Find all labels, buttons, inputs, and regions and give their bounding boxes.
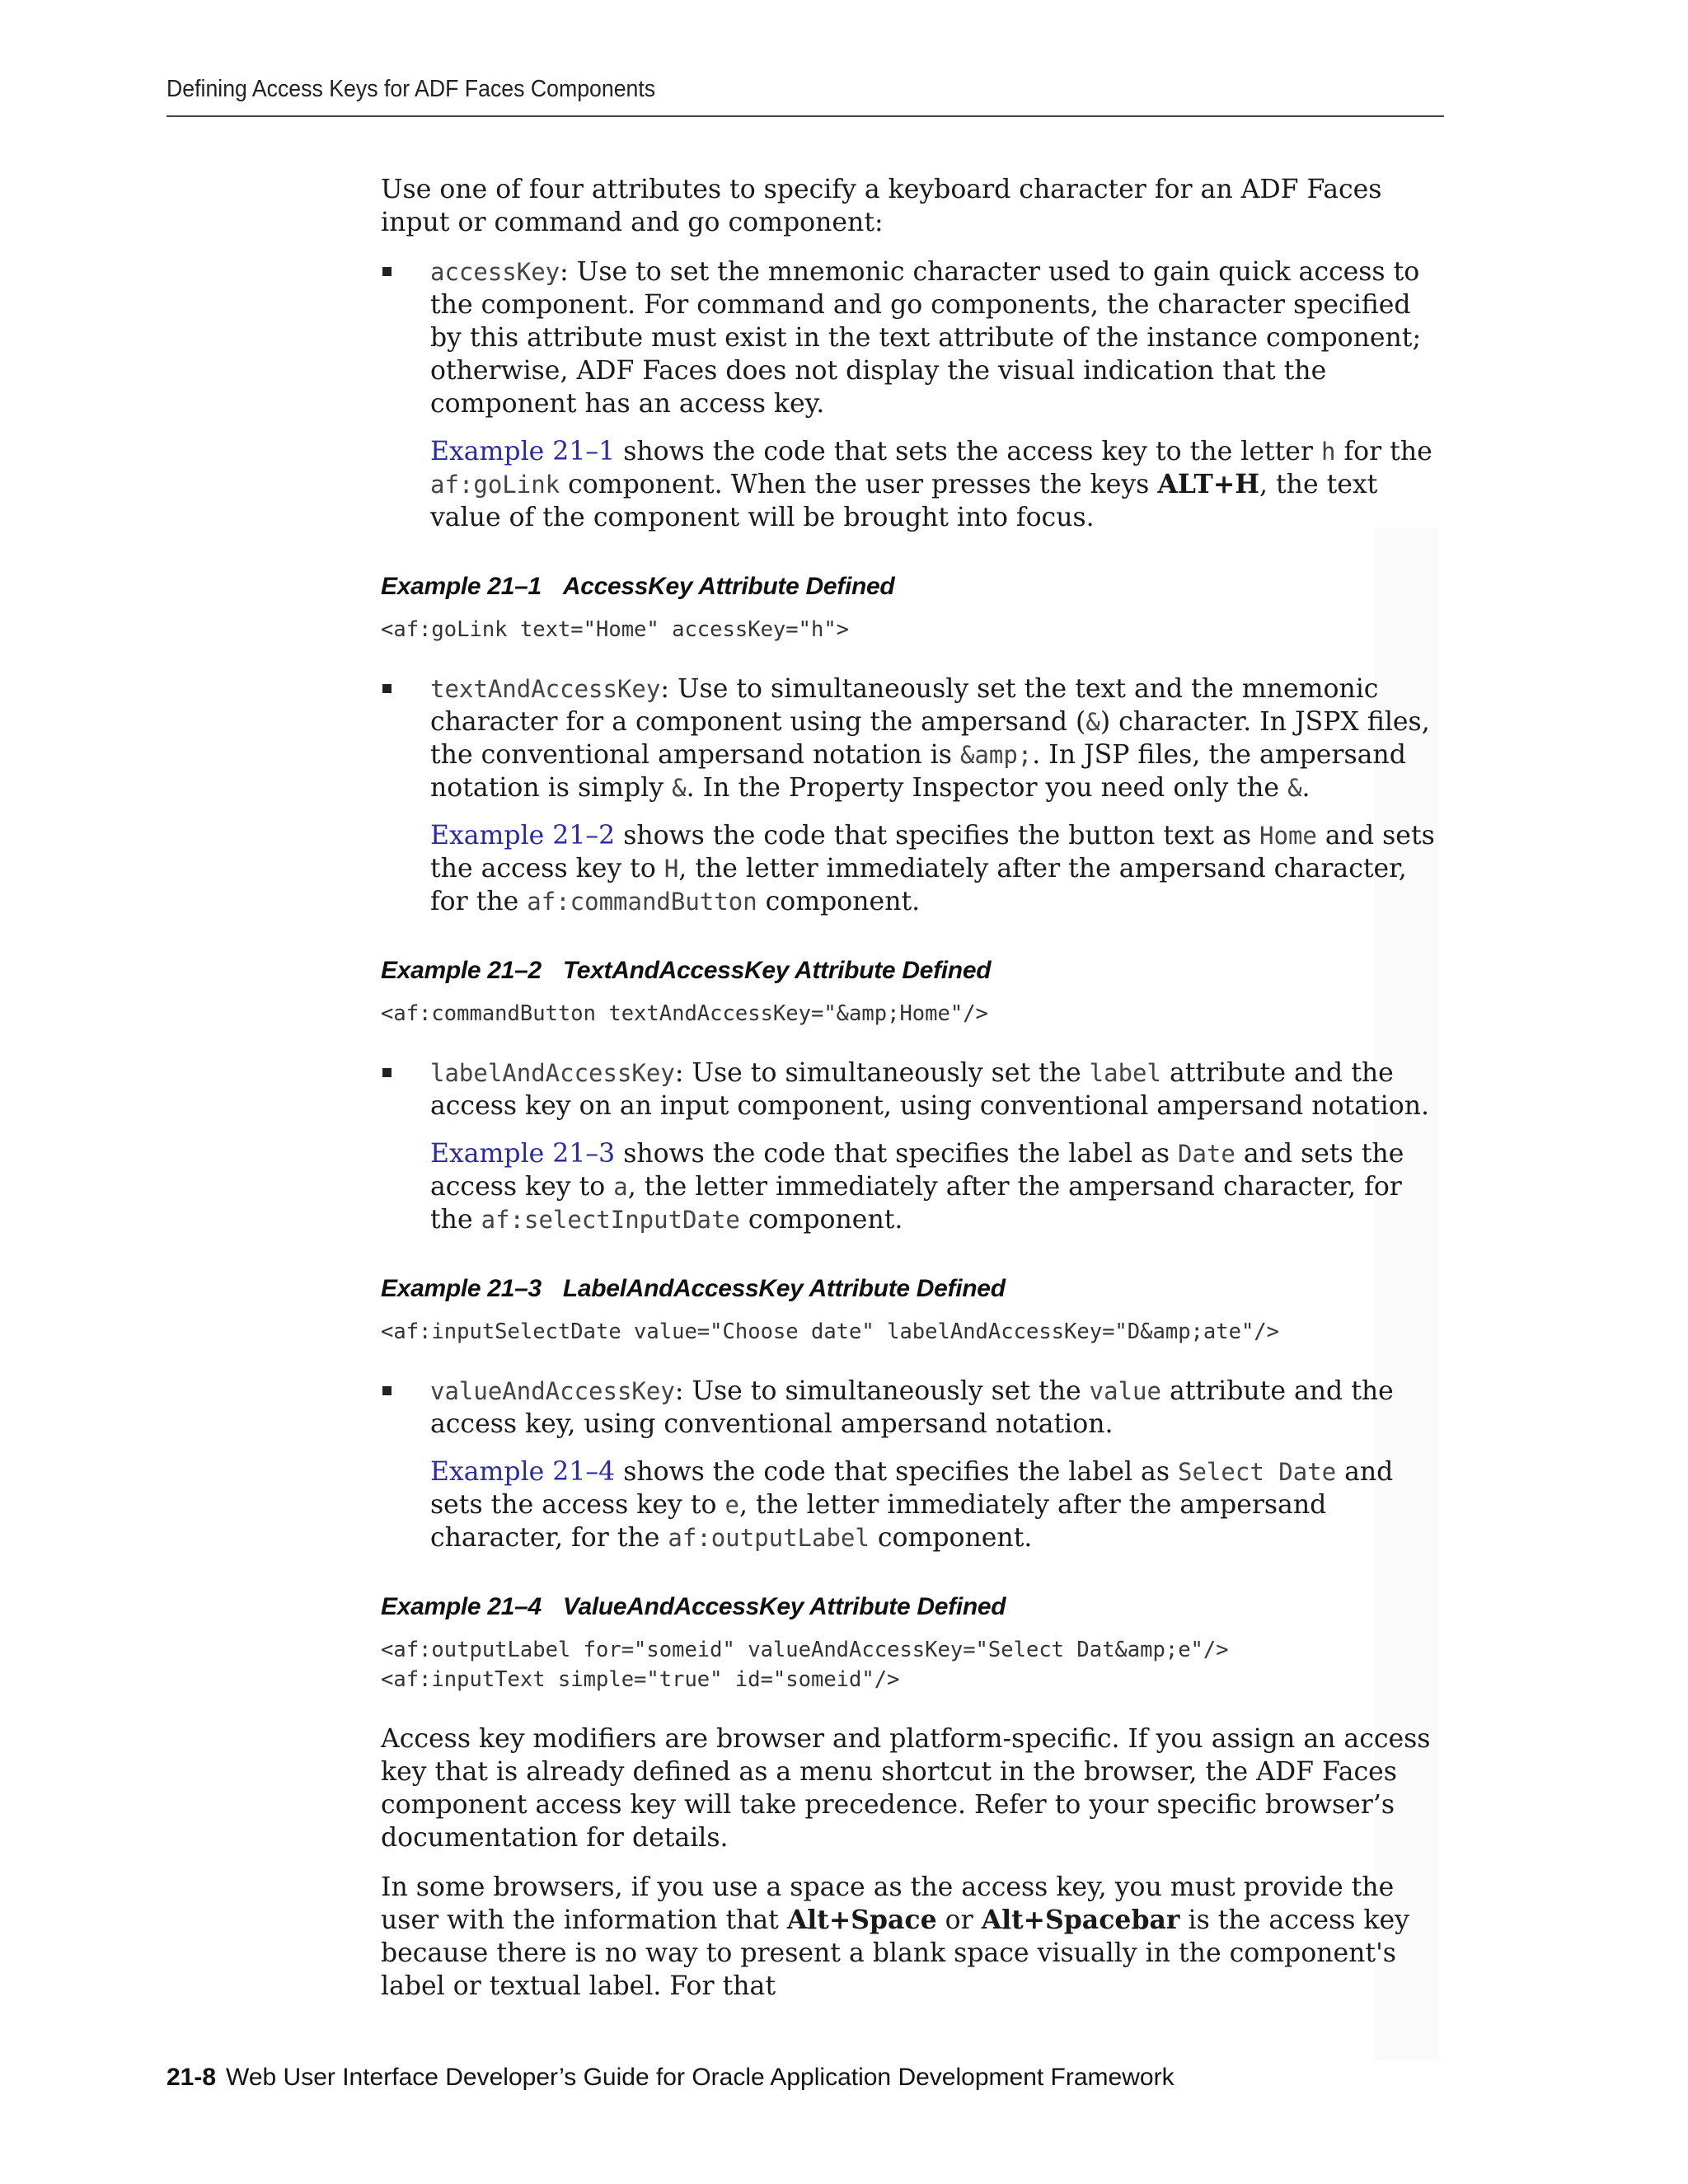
inline-code: &amp;: [959, 741, 1033, 769]
book-title: Web User Interface Developer’s Guide for Oracle Application Development Framework: [226, 2064, 1175, 2091]
inline-code: label: [1089, 1059, 1161, 1087]
text-run: . In JSP files, the ampersand notation is simply: [430, 740, 1406, 803]
inline-code: Home: [1259, 822, 1317, 850]
inline-code: Select Date: [1178, 1458, 1337, 1486]
attr-name: textAndAccessKey: [430, 675, 661, 703]
code-block: <af:goLink text="Home" accessKey="h">: [381, 617, 850, 642]
text-run: . In the Property Inspector you need only the: [686, 773, 1288, 803]
page-number: 21-8: [166, 2064, 217, 2091]
text-run: and sets the access key to: [430, 821, 1435, 883]
modifiers-paragraph: Access key modifiers are browser and platform-specific. If you assign an access key that is already defined as a menu shortcut in the browser, the ADF Faces component access key will take precedence. Refer to your specific browser’s documentation for details.: [381, 1724, 1431, 1853]
inline-code: &: [672, 774, 687, 802]
page-content: [381, 173, 1444, 2019]
bullet-icon: [382, 267, 392, 276]
list-item-accesskey: [381, 255, 1444, 420]
list-item-valueandaccesskey: [381, 1375, 1444, 1441]
example-reference-paragraph: [381, 819, 1444, 918]
example-caption: LabelAndAccessKey Attribute Defined: [562, 1275, 1006, 1302]
bullet-icon: [382, 684, 392, 693]
text-run: shows the code that specifies the label as: [615, 1457, 1179, 1487]
text-run: for the: [1335, 437, 1432, 466]
text-run: component.: [757, 887, 921, 916]
example-link[interactable]: Example 21–4: [430, 1457, 616, 1487]
text-run: component.: [739, 1205, 903, 1235]
text-run: ) character. In JSPX files, the conventional ampersand notation is: [430, 707, 1430, 770]
bullet-icon: [382, 1386, 392, 1395]
code-block: <af:outputLabel for="someid" valueAndAccessKey="Select Dat&amp;e"/> <af:inputText simple="true" id="someid"/>: [381, 1638, 1229, 1692]
text-run: and sets the access key to: [430, 1139, 1404, 1202]
key-combo: Alt+Spacebar: [981, 1905, 1180, 1935]
text-run: , the letter immediately after the ampersand character, for the: [430, 1172, 1402, 1235]
text-run: attribute and the access key on an input component, using conventional ampersand notation.: [430, 1058, 1429, 1121]
example-link[interactable]: Example 21–2: [430, 821, 616, 851]
example-number: Example 21–3: [381, 1275, 542, 1302]
attr-name: labelAndAccessKey: [430, 1059, 675, 1087]
inline-code: H: [663, 855, 679, 883]
text-run: .: [1301, 773, 1311, 803]
example-number: Example 21–2: [381, 957, 542, 984]
example-title: [381, 570, 1444, 603]
code-block: <af:commandButton textAndAccessKey="&amp;Home"/>: [381, 1001, 988, 1026]
example-number: Example 21–1: [381, 573, 542, 600]
running-header: [166, 76, 1444, 117]
header-title: Defining Access Keys for ADF Faces Components: [166, 76, 656, 102]
key-combo: ALT+H: [1157, 469, 1259, 499]
example-title: [381, 1591, 1444, 1624]
example-reference-paragraph: [381, 1455, 1444, 1554]
code-block: <af:inputSelectDate value="Choose date" labelAndAccessKey="D&amp;ate"/>: [381, 1319, 1280, 1344]
inline-code: af:selectInputDate: [481, 1206, 740, 1234]
inline-code: af:outputLabel: [668, 1524, 870, 1552]
inline-code: &: [1287, 774, 1302, 802]
attr-description: : Use to set the mnemonic character used to gain quick access to the component. For command and go components, the character specified by this attribute must exist in the text attribute of the instance component; otherwise, ADF Faces does not display the visual indication that the component has an access key.: [430, 257, 1422, 419]
inline-code: h: [1321, 438, 1336, 466]
text-run: and sets the access key to: [430, 1457, 1394, 1520]
inline-code: a: [613, 1173, 628, 1201]
intro-paragraph: Use one of four attributes to specify a keyboard character for an ADF Faces input or command and go component:: [381, 175, 1382, 237]
text-run: , the letter immediately after the ampersand character, for the: [430, 854, 1407, 916]
attr-name: valueAndAccessKey: [430, 1377, 675, 1405]
text-run: shows the code that sets the access key to the letter: [615, 437, 1321, 466]
inline-code: &: [1085, 708, 1100, 736]
inline-code: af:commandButton: [527, 888, 757, 916]
text-run: : Use to simultaneously set the: [674, 1058, 1090, 1088]
bullet-icon: [382, 1068, 392, 1077]
example-caption: TextAndAccessKey Attribute Defined: [562, 957, 992, 984]
example-link[interactable]: Example 21–1: [430, 437, 616, 466]
example-title: [381, 954, 1444, 987]
example-reference-paragraph: [381, 435, 1444, 534]
inline-code: af:goLink: [430, 471, 560, 499]
running-footer: [166, 2064, 1175, 2092]
example-number: Example 21–4: [381, 1593, 542, 1620]
text-run: : Use to simultaneously set the: [674, 1376, 1090, 1406]
example-reference-paragraph: [381, 1137, 1444, 1236]
example-title: [381, 1272, 1444, 1305]
inline-code: e: [724, 1491, 739, 1519]
inline-code: value: [1089, 1377, 1161, 1405]
example-caption: ValueAndAccessKey Attribute Defined: [562, 1593, 1006, 1620]
text-run: component. When the user presses the keys: [560, 470, 1158, 499]
text-run: , the text value of the component will be brought into focus.: [430, 470, 1378, 532]
attr-name: accessKey: [430, 258, 560, 286]
list-item-labelandaccesskey: [381, 1057, 1444, 1122]
text-run: is the access key because there is no way to present a blank space visually in the component's label or textual label. For that: [381, 1905, 1409, 2001]
list-item-textandaccesskey: [381, 673, 1444, 804]
key-combo: Alt+Space: [786, 1905, 937, 1935]
text-run: attribute and the access key, using conventional ampersand notation.: [430, 1376, 1394, 1439]
example-link[interactable]: Example 21–3: [430, 1139, 616, 1169]
text-run: or: [936, 1905, 982, 1935]
example-caption: AccessKey Attribute Defined: [562, 573, 895, 600]
inline-code: Date: [1178, 1140, 1236, 1168]
text-run: shows the code that specifies the button text as: [615, 821, 1260, 851]
text-run: shows the code that specifies the label as: [615, 1139, 1179, 1169]
text-run: , the letter immediately after the ampersand character, for the: [430, 1490, 1327, 1553]
text-run: In some browsers, if you use a space as the access key, you must provide the user with the information that: [381, 1872, 1395, 1935]
text-run: component.: [869, 1523, 1033, 1553]
space-key-paragraph: [381, 1871, 1444, 2003]
text-run: : Use to simultaneously set the text and the mnemonic character for a component using the ampersand (: [430, 674, 1379, 737]
